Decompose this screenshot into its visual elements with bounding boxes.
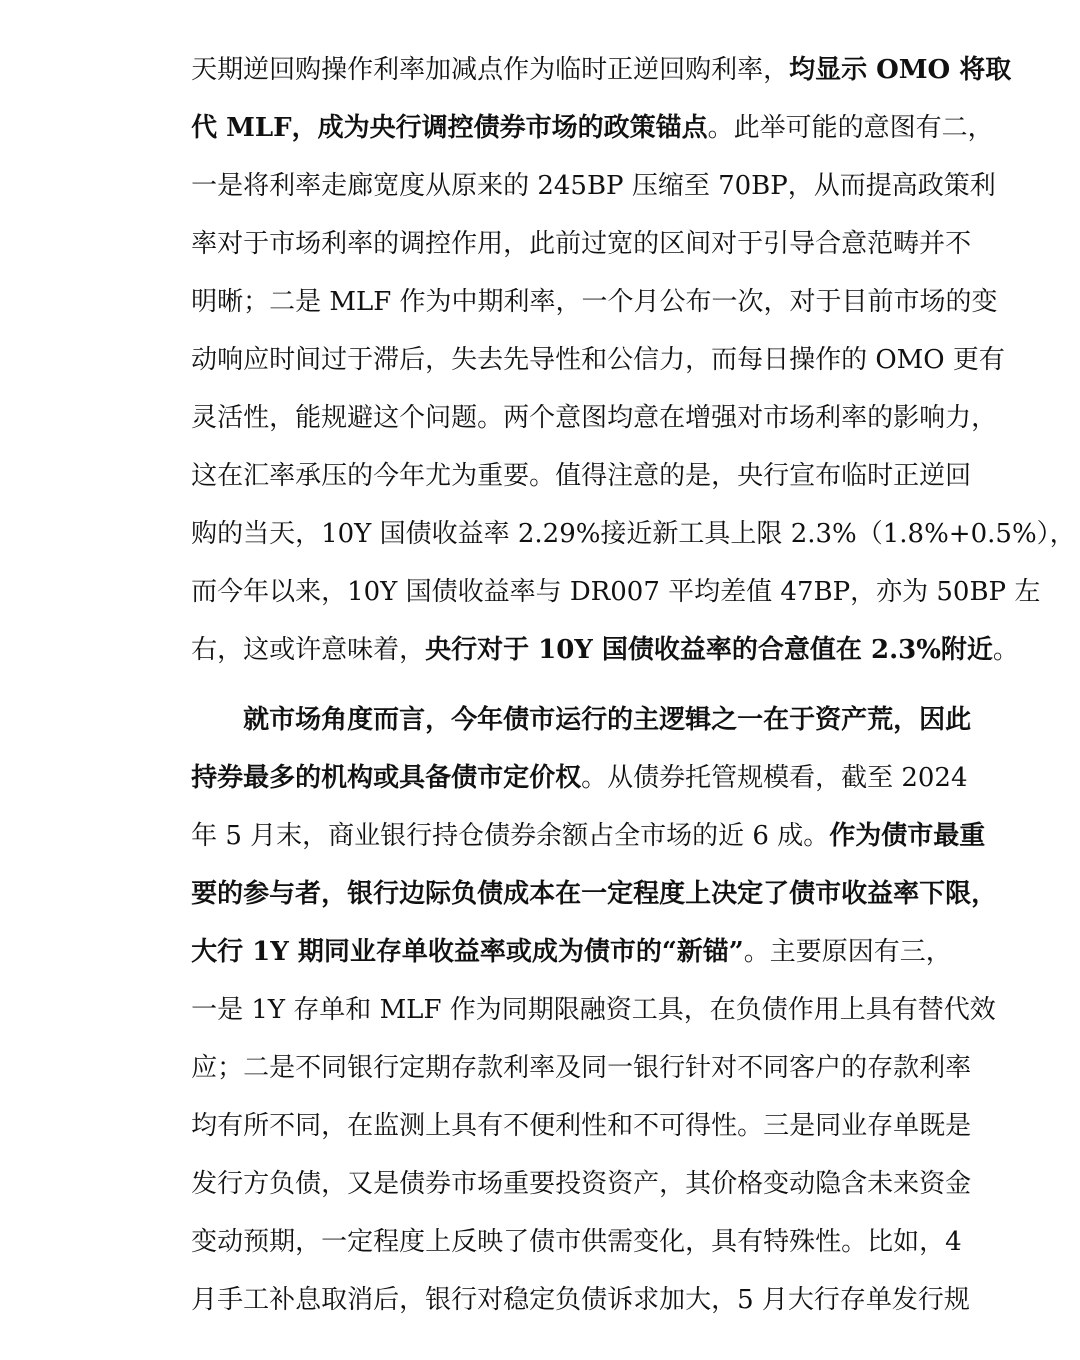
text-run: 这在汇率承压的今年尤为重要。值得注意的是，央行宣布临时正逆回: [191, 461, 972, 491]
bold-text-run: 要的参与者，银行边际负债成本在一定程度上决定了债市收益率下限，: [191, 879, 998, 909]
text-run: 变动预期，一定程度上反映了债市供需变化，具有特殊性。比如，4: [191, 1227, 962, 1257]
bold-text-run: 就市场角度而言，今年债市运行的主逻辑之一在于资产荒，因此: [243, 705, 972, 735]
bold-text-run: 代 MLF，成为央行调控债券市场的政策锚点: [191, 113, 708, 143]
bold-text-run: 大行 1Y 期同业存单收益率或成为债市的“新锚”: [191, 937, 744, 967]
text-line-21: [158, 1182, 962, 1257]
text-run: 明晰；二是 MLF 作为中期利率，一个月公布一次，对于目前市场的变: [191, 287, 998, 317]
text-line-4: [158, 184, 972, 259]
text-run: 均有所不同，在监测上具有不便利性和不可得性。三是同业存单既是: [191, 1111, 972, 1141]
text-run: 天期逆回购操作利率加减点作为临时正逆回购利率，: [191, 55, 790, 85]
text-run: 率对于市场利率的调控作用，此前过宽的区间对于引导合意范畴并不: [191, 229, 972, 259]
text-line-16: [158, 892, 952, 967]
text-line-8: [158, 416, 972, 491]
text-line-12: [210, 660, 972, 735]
text-run: 年 5 月末，商业银行持仓债券余额占全市场的近 6 成。: [191, 821, 830, 851]
text-run: 。此举可能的意图有二，: [707, 113, 994, 143]
text-run: 动响应时间过于滞后，失去先导性和公信力，而每日操作的 OMO 更有: [191, 345, 1005, 375]
text-line-14: [158, 776, 986, 851]
text-run: 购的当天，10Y 国债收益率 2.29%接近新工具上限 2.3%（1.8%+0.5%），: [191, 519, 1076, 549]
bold-text-run: 央行对于 10Y 国债收益率的合意值在 2.3%附近: [425, 635, 993, 665]
text-line-13: [158, 718, 968, 793]
text-run: 而今年以来，10Y 国债收益率与 DR007 平均差值 47BP，亦为 50BP 左: [191, 577, 1041, 607]
bold-text-run: 均显示 OMO 将取: [789, 55, 1012, 85]
text-line-1: [158, 10, 1012, 85]
text-run: 。从债券托管规模看，截至 2024: [581, 763, 968, 793]
text-run: 一是 1Y 存单和 MLF 作为同期限融资工具，在负债作用上具有替代效: [191, 995, 996, 1025]
text-run: 右，这或许意味着，: [191, 635, 426, 665]
text-line-6: [158, 300, 1005, 375]
text-run: 发行方负债，又是债券市场重要投资资产，其价格变动隐含未来资金: [191, 1169, 972, 1199]
text-line-7: [158, 358, 998, 433]
text-line-19: [158, 1066, 972, 1141]
text-run: 应；二是不同银行定期存款利率及同一银行针对不同客户的存款利率: [191, 1053, 972, 1083]
text-run: 一是将利率走廊宽度从原来的 245BP 压缩至 70BP，从而提高政策利: [191, 171, 996, 201]
text-run: 灵活性，能规避这个问题。两个意图均意在增强对市场利率的影响力，: [191, 403, 998, 433]
text-run: 月手工补息取消后，银行对稳定负债诉求加大，5 月大行存单发行规: [191, 1285, 970, 1315]
text-line-18: [158, 1008, 972, 1083]
text-line-20: [158, 1124, 972, 1199]
text-line-17: [158, 950, 996, 1025]
text-line-5: [158, 242, 998, 317]
text-line-22: [158, 1240, 970, 1315]
bold-text-run: 持券最多的机构或具备债市定价权: [191, 763, 582, 793]
text-line-9: [158, 474, 1076, 549]
text-run: 。: [992, 635, 1019, 665]
bold-text-run: 作为债市最重: [829, 821, 986, 851]
text-run: 。主要原因有三，: [743, 937, 952, 967]
